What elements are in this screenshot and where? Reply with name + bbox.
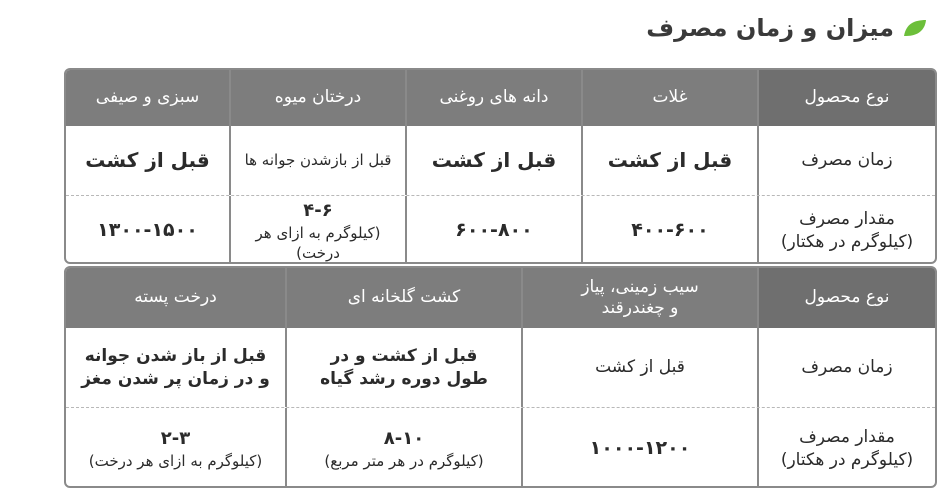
time-pistachio-line1: قبل از باز شدن جوانه bbox=[84, 345, 267, 366]
label-usage-amount bbox=[757, 408, 935, 488]
usage-table-1 bbox=[64, 68, 937, 264]
time-pistachio-line2: و در زمان پر شدن مغز bbox=[81, 368, 270, 389]
time-greenhouse-line1: قبل از کشت و در bbox=[330, 345, 478, 366]
label-usage-time: زمان مصرف bbox=[757, 126, 935, 195]
time-greenhouse bbox=[285, 328, 521, 407]
amount-label-line1: مقدار مصرف bbox=[799, 427, 895, 448]
time-fruit-trees: قبل از بازشدن جوانه ها bbox=[229, 126, 405, 195]
table-header-row bbox=[66, 268, 935, 328]
table-row-time bbox=[66, 126, 935, 196]
header-oilseeds: دانه های روغنی bbox=[405, 70, 581, 126]
amount-label-line2: (کیلوگرم در هکتار) bbox=[780, 450, 914, 470]
amount-label-line2: (کیلوگرم در هکتار) bbox=[780, 232, 914, 252]
time-potato-onion-beet: قبل از کشت bbox=[521, 328, 757, 407]
header-crop-type: نوع محصول bbox=[757, 268, 935, 328]
amount-oilseeds: ۶۰۰-۸۰۰ bbox=[405, 196, 581, 264]
time-vegetables: قبل از کشت bbox=[85, 148, 210, 172]
amount-greenhouse bbox=[285, 408, 521, 488]
amount-fruit-trees-unit: (کیلوگرم به ازای هر درخت) bbox=[255, 223, 381, 263]
header-greenhouse: کشت گلخانه ای bbox=[285, 268, 521, 328]
time-grains: قبل از کشت bbox=[581, 126, 757, 195]
time-pistachio bbox=[66, 328, 285, 407]
amount-vegetables: ۱۳۰۰-۱۵۰۰ bbox=[97, 219, 198, 242]
time-greenhouse-line2: طول دوره رشد گیاه bbox=[320, 368, 488, 389]
table-row-time bbox=[66, 328, 935, 408]
amount-pistachio bbox=[66, 408, 285, 488]
header-potato-onion-beet: سیب زمینی، پیاز و چغندرقند bbox=[521, 268, 757, 328]
table-header-row bbox=[66, 70, 935, 126]
amount-pistachio-value: ۲-۳ bbox=[160, 427, 191, 449]
amount-greenhouse-unit: (کیلوگرم در هر متر مربع) bbox=[324, 452, 484, 471]
section-title-row bbox=[646, 14, 928, 42]
label-usage-amount bbox=[757, 196, 935, 264]
header-crop-type: نوع محصول bbox=[757, 70, 935, 126]
table-row-amount bbox=[66, 408, 935, 488]
amount-fruit-trees-value: ۴-۶ bbox=[303, 199, 333, 221]
leaf-icon bbox=[902, 18, 928, 38]
page-title: میزان و زمان مصرف bbox=[646, 14, 894, 42]
amount-potato-onion-beet: ۱۰۰۰-۱۲۰۰ bbox=[521, 408, 757, 488]
amount-grains: ۴۰۰-۶۰۰ bbox=[581, 196, 757, 264]
header-pistachio: درخت پسته bbox=[134, 287, 217, 308]
header-fruit-trees: درختان میوه bbox=[229, 70, 405, 126]
amount-pistachio-unit: (کیلوگرم به ازای هر درخت) bbox=[88, 452, 263, 471]
header-grains: غلات bbox=[581, 70, 757, 126]
amount-fruit-trees bbox=[229, 196, 405, 264]
table-row-amount bbox=[66, 196, 935, 264]
header-vegetables: سبزی و صیفی bbox=[95, 87, 200, 108]
amount-greenhouse-value: ۸-۱۰ bbox=[383, 427, 425, 449]
usage-table-2 bbox=[64, 266, 937, 488]
amount-label-line1: مقدار مصرف bbox=[799, 209, 895, 230]
time-oilseeds: قبل از کشت bbox=[405, 126, 581, 195]
label-usage-time: زمان مصرف bbox=[757, 328, 935, 407]
